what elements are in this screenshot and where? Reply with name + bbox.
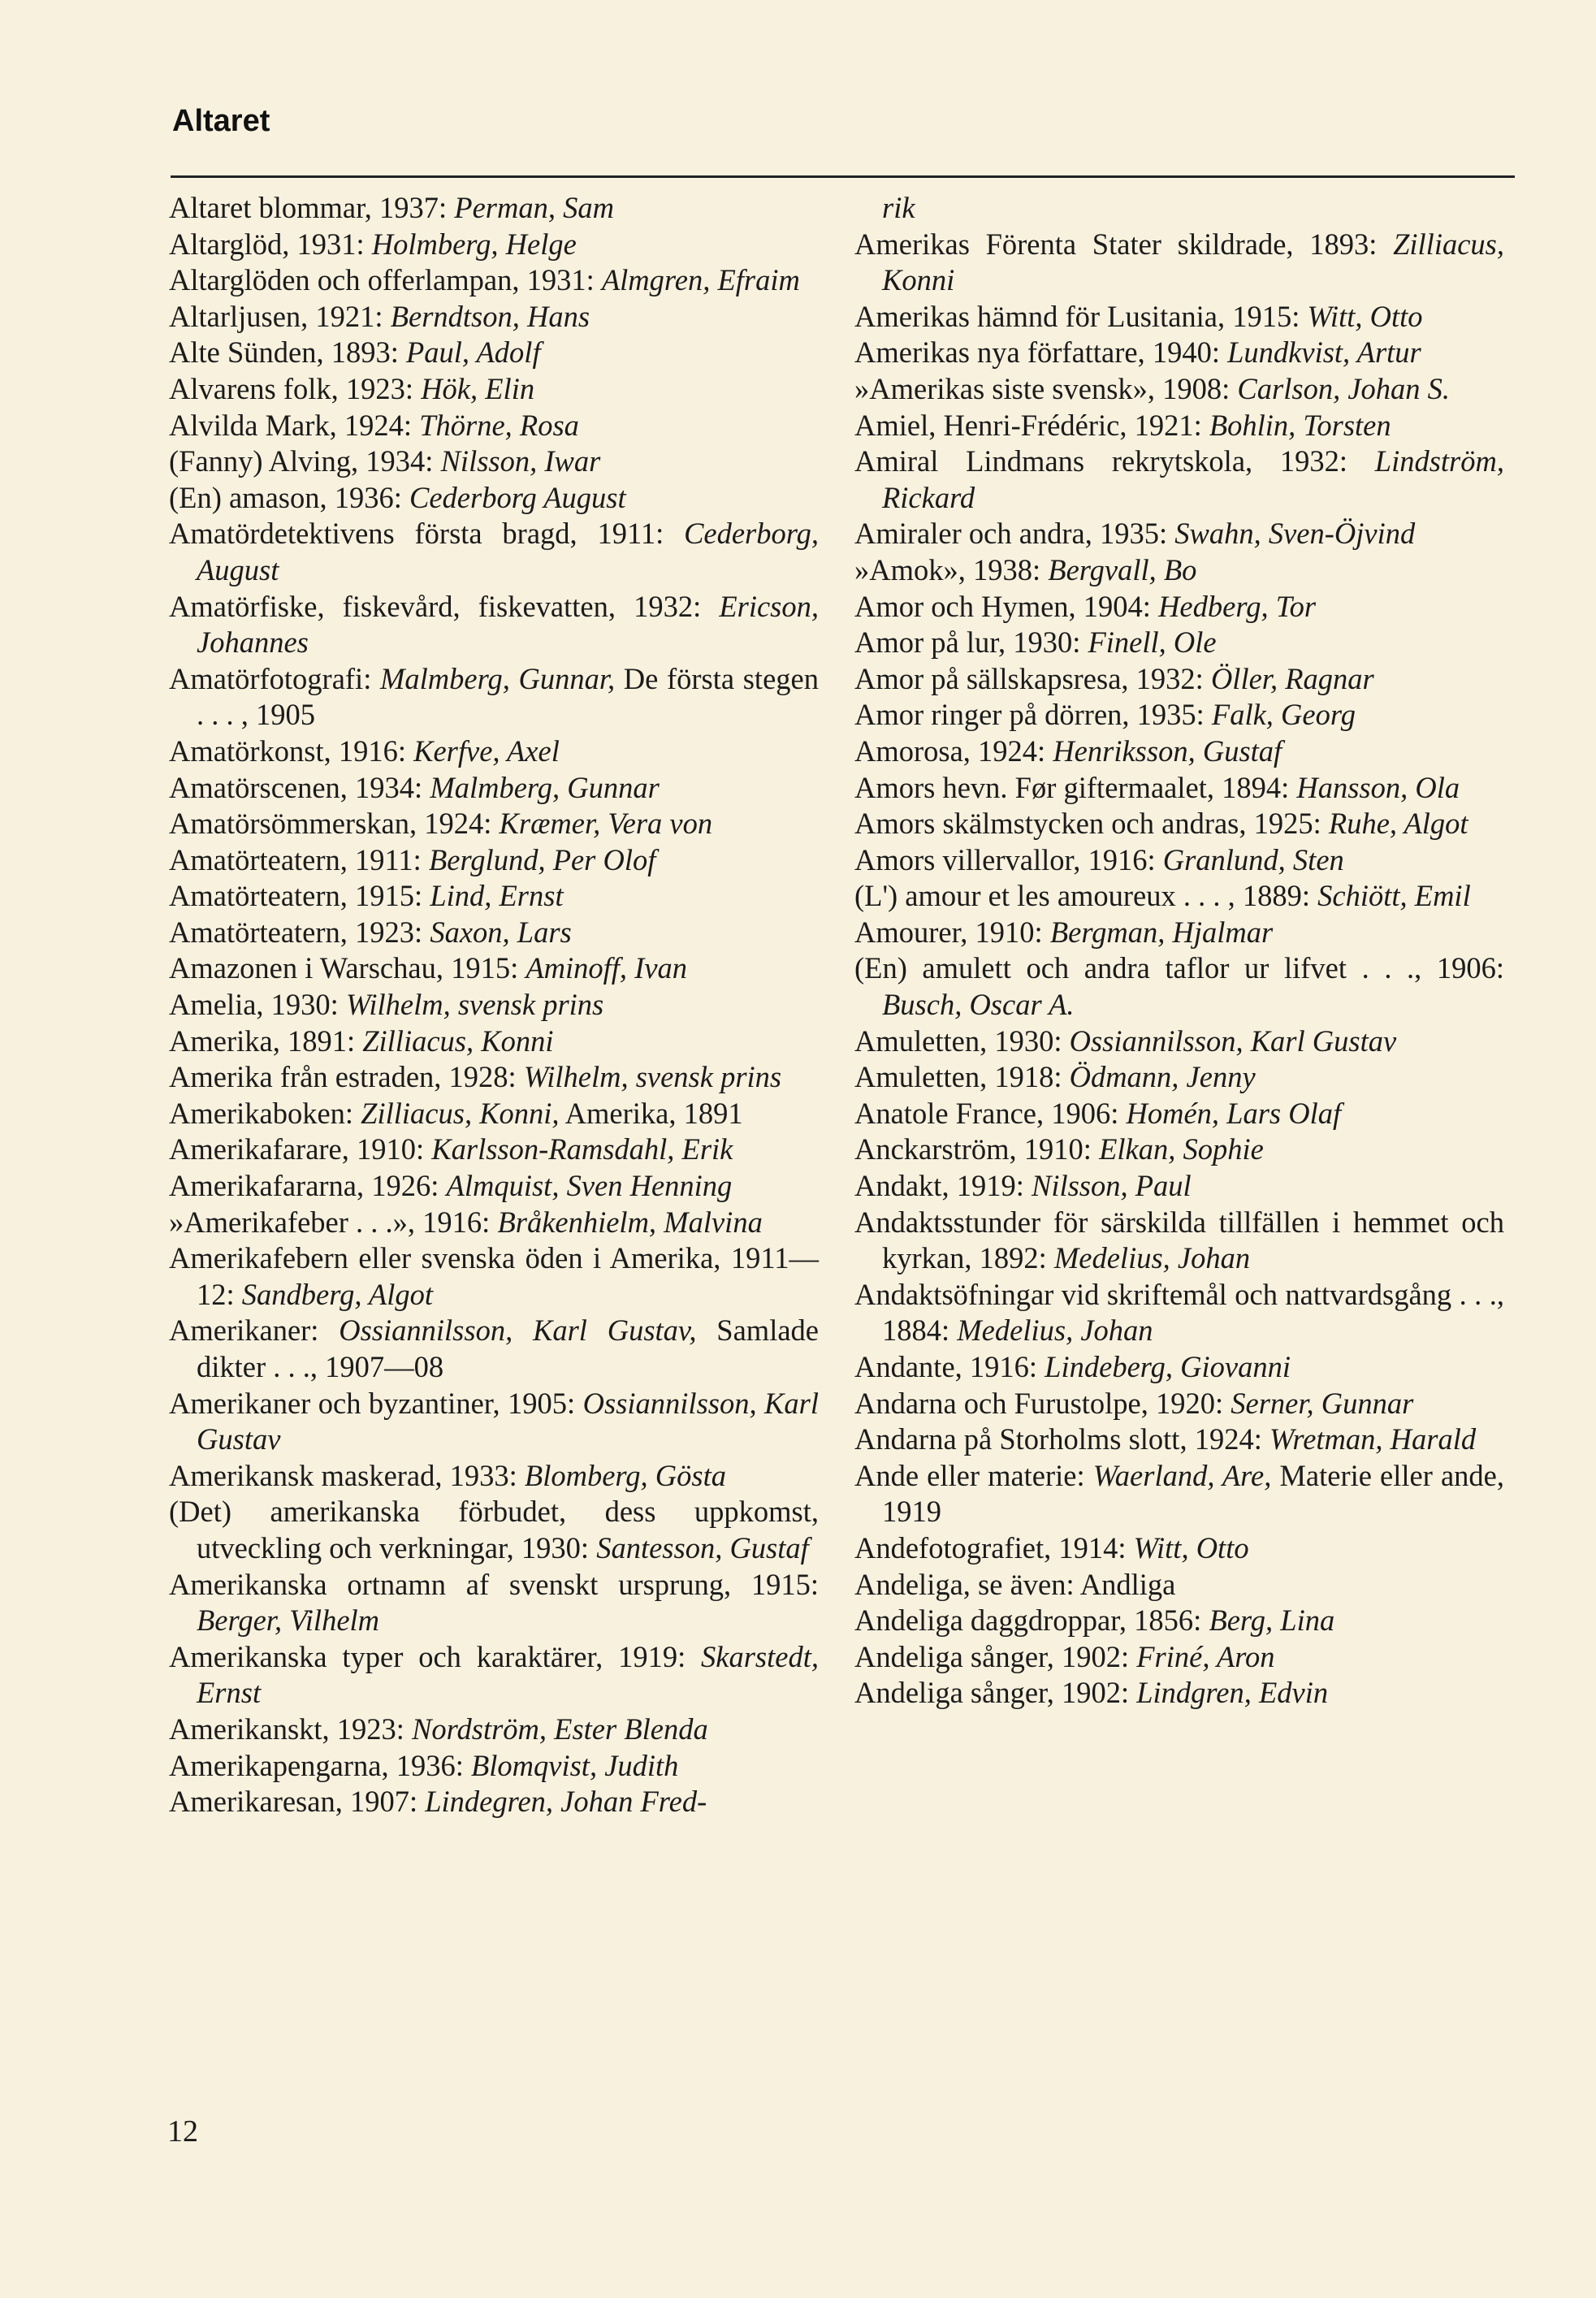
entry-author: Swahn, Sven-Öjvind bbox=[1174, 517, 1416, 551]
index-entry bbox=[854, 915, 1504, 951]
entry-author: Holmberg, Helge bbox=[371, 227, 577, 261]
entry-author: Malmberg, Gunnar bbox=[430, 770, 660, 804]
index-entry bbox=[854, 408, 1504, 444]
entry-author: Blomberg, Gösta bbox=[524, 1458, 726, 1492]
entry-author: Skarstedt, Ernst bbox=[197, 1639, 819, 1710]
header-rule bbox=[171, 175, 1515, 178]
index-entry bbox=[854, 299, 1504, 335]
entry-author: Malmberg, Gunnar, bbox=[379, 661, 616, 695]
entry-author: rik bbox=[882, 191, 915, 224]
index-entry bbox=[169, 227, 819, 263]
entry-author: Bråkenhielm, Malvina bbox=[497, 1205, 763, 1239]
entry-title: Andante, 1916: bbox=[854, 1350, 1045, 1383]
entry-author: Homén, Lars Olaf bbox=[1126, 1096, 1342, 1130]
index-entry bbox=[854, 1603, 1504, 1639]
entry-author: Wretman, Harald bbox=[1269, 1422, 1477, 1456]
index-entry bbox=[854, 1023, 1504, 1060]
entry-title: Amerikas hämnd för Lusitania, 1915: bbox=[854, 299, 1308, 333]
index-entry bbox=[854, 1639, 1504, 1676]
entry-author: Ossiannilsson, Karl Gustav, bbox=[339, 1313, 697, 1348]
index-entry bbox=[169, 1784, 819, 1820]
entry-author: Elkan, Sophie bbox=[1099, 1132, 1264, 1166]
entry-title: Amatörscenen, 1934: bbox=[169, 770, 430, 804]
index-entry bbox=[854, 842, 1504, 879]
entry-title: Andefotografiet, 1914: bbox=[854, 1530, 1134, 1564]
entry-suffix: Materie eller ande, 1919 bbox=[882, 1458, 1504, 1529]
entry-title: Amerikafararna, 1926: bbox=[169, 1169, 447, 1203]
entry-title: Amorosa, 1924: bbox=[854, 734, 1053, 768]
index-entry bbox=[169, 1096, 819, 1132]
entry-title: Alte Sünden, 1893: bbox=[169, 335, 406, 370]
entry-title: Andaktsöfningar vid skriftemål och nattvardsgång . . ., 1884: bbox=[854, 1277, 1504, 1348]
entry-author: Kræmer, Vera von bbox=[499, 807, 713, 841]
entry-author: Waerland, Are, bbox=[1092, 1458, 1272, 1492]
entry-title: Amatörfiske, fiskevård, fiskevatten, 1932: bbox=[169, 589, 720, 623]
index-entry bbox=[854, 1349, 1504, 1386]
index-entry bbox=[169, 950, 819, 987]
entry-title: Andakt, 1919: bbox=[854, 1169, 1032, 1203]
entry-author: Hök, Elin bbox=[421, 371, 535, 405]
entry-author: Zilliacus, Konni bbox=[362, 1023, 554, 1058]
entry-author: Zilliacus, Konni, bbox=[361, 1096, 560, 1130]
entry-title: Amor på lur, 1930: bbox=[854, 625, 1088, 660]
index-entry bbox=[854, 444, 1504, 516]
index-entry bbox=[854, 1277, 1504, 1349]
index-entry bbox=[854, 1675, 1504, 1712]
index-entry bbox=[854, 516, 1504, 552]
entry-author: Ruhe, Algot bbox=[1328, 807, 1468, 841]
index-entry bbox=[169, 661, 819, 734]
entry-author: Granlund, Sten bbox=[1162, 842, 1344, 876]
index-entry bbox=[169, 1240, 819, 1313]
index-entry bbox=[854, 1168, 1504, 1205]
entry-author: Karlsson-Ramsdahl, Erik bbox=[431, 1132, 733, 1166]
index-entry bbox=[169, 371, 819, 408]
entry-author: Ossiannilsson, Karl Gustav bbox=[197, 1386, 819, 1456]
entry-title: »Amerikafeber . . .», 1916: bbox=[169, 1205, 498, 1239]
entry-title: Altarljusen, 1921: bbox=[169, 299, 391, 333]
entry-title: »Amerikas siste svensk», 1908: bbox=[854, 371, 1238, 405]
page-number: 12 bbox=[167, 2114, 198, 2149]
index-entry bbox=[854, 734, 1504, 770]
entry-author: Lundkvist, Artur bbox=[1227, 335, 1421, 370]
entry-title: (Det) amerikanska förbudet, dess uppkomst, utveckling och verkningar, 1930: bbox=[169, 1495, 819, 1564]
entry-author: Cederborg August bbox=[409, 480, 626, 514]
entry-title: Amazonen i Warschau, 1915: bbox=[169, 951, 526, 985]
index-entry bbox=[169, 408, 819, 444]
entry-title: Andeliga, se även: Andliga bbox=[854, 1567, 1176, 1601]
left-column bbox=[169, 190, 819, 1820]
entry-author: Wilhelm, svensk prins bbox=[523, 1060, 782, 1094]
entry-title: Amuletten, 1930: bbox=[854, 1023, 1070, 1058]
running-head: Altaret bbox=[172, 104, 270, 138]
entry-title: Amerika från estraden, 1928: bbox=[169, 1060, 524, 1094]
index-entry bbox=[854, 1132, 1504, 1168]
entry-author: Perman, Sam bbox=[454, 191, 614, 224]
entry-title: Amelia, 1930: bbox=[169, 988, 346, 1022]
entry-author: Sandberg, Algot bbox=[241, 1277, 433, 1311]
entry-title: Amatördetektivens första bragd, 1911: bbox=[169, 517, 685, 551]
index-entry bbox=[169, 299, 819, 335]
entry-author: Medelius, Johan bbox=[957, 1313, 1153, 1348]
index-entry bbox=[169, 1567, 819, 1639]
index-entry bbox=[169, 589, 819, 661]
index-entry bbox=[854, 625, 1504, 661]
entry-author: Ericson, Johannes bbox=[197, 589, 819, 660]
entry-author: Lindeberg, Giovanni bbox=[1045, 1350, 1291, 1383]
entry-title: Amiel, Henri-Frédéric, 1921: bbox=[854, 408, 1209, 442]
entry-title: Amerikas nya författare, 1940: bbox=[854, 335, 1228, 370]
entry-title: Amor ringer på dörren, 1935: bbox=[854, 698, 1212, 732]
index-entry bbox=[854, 770, 1504, 807]
entry-title: Andeliga sånger, 1902: bbox=[854, 1639, 1137, 1673]
entry-title: Andeliga sånger, 1902: bbox=[854, 1676, 1137, 1710]
entry-author: Santesson, Gustaf bbox=[596, 1530, 809, 1564]
entry-author: Berglund, Per Olof bbox=[428, 842, 656, 876]
entry-author: Bohlin, Torsten bbox=[1209, 408, 1391, 442]
index-entry bbox=[169, 1132, 819, 1168]
index-entry bbox=[854, 589, 1504, 625]
entry-author: Lind, Ernst bbox=[430, 879, 564, 913]
index-entry bbox=[169, 1168, 819, 1205]
entry-author: Cederborg, August bbox=[197, 517, 819, 586]
right-column bbox=[854, 190, 1504, 1712]
entry-author: Witt, Otto bbox=[1307, 299, 1423, 333]
entry-title: Amerikaner och byzantiner, 1905: bbox=[169, 1386, 583, 1420]
entry-author: Almquist, Sven Henning bbox=[446, 1169, 733, 1203]
entry-title: Amerikas Förenta Stater skildrade, 1893: bbox=[854, 227, 1394, 261]
entry-author: Berg, Lina bbox=[1209, 1603, 1335, 1638]
entry-title: Amerikaner: bbox=[169, 1313, 340, 1348]
index-entry bbox=[169, 190, 819, 227]
index-entry bbox=[169, 335, 819, 371]
entry-title: Amatörteatern, 1911: bbox=[169, 842, 429, 876]
entry-title: Amor på sällskapsresa, 1932: bbox=[854, 661, 1211, 695]
index-entry bbox=[169, 1458, 819, 1495]
entry-author: Ödmann, Jenny bbox=[1069, 1060, 1256, 1094]
entry-author: Bergvall, Bo bbox=[1048, 552, 1197, 586]
entry-title: (L') amour et les amoureux . . . , 1889: bbox=[854, 879, 1318, 913]
index-entry bbox=[854, 1096, 1504, 1132]
entry-title: Amatörkonst, 1916: bbox=[169, 734, 414, 768]
index-entry bbox=[169, 915, 819, 951]
entry-author: Nordström, Ester Blenda bbox=[412, 1712, 708, 1746]
index-entry bbox=[169, 1494, 819, 1566]
entry-title: Alvarens folk, 1923: bbox=[169, 371, 422, 405]
entry-title: Amerikaresan, 1907: bbox=[169, 1785, 426, 1819]
entry-title: »Amok», 1938: bbox=[854, 552, 1049, 586]
entry-author: Lindström, Rickard bbox=[882, 444, 1504, 514]
entry-title: Amerikapengarna, 1936: bbox=[169, 1748, 471, 1782]
entry-author: Berndtson, Hans bbox=[390, 299, 590, 333]
entry-title: Amerikanska typer och karaktärer, 1919: bbox=[169, 1639, 702, 1673]
entry-author: Öller, Ragnar bbox=[1210, 661, 1374, 695]
entry-author: Lindegren, Johan Fred- bbox=[425, 1785, 707, 1819]
entry-author: Falk, Georg bbox=[1211, 698, 1356, 732]
entry-suffix: Amerika, 1891 bbox=[559, 1096, 743, 1130]
index-entry bbox=[854, 878, 1504, 915]
entry-author: Aminoff, Ivan bbox=[526, 951, 688, 985]
index-entry bbox=[854, 661, 1504, 698]
entry-title: Amor och Hymen, 1904: bbox=[854, 589, 1159, 623]
entry-author: Witt, Otto bbox=[1133, 1530, 1249, 1564]
entry-title: (Fanny) Alving, 1934: bbox=[169, 444, 441, 478]
entry-suffix: Samlade dikter . . ., 1907—08 bbox=[197, 1313, 819, 1383]
entry-title: Andarna på Storholms slott, 1924: bbox=[854, 1422, 1269, 1456]
entry-author: Wilhelm, svensk prins bbox=[345, 988, 604, 1022]
entry-title: Amerikanskt, 1923: bbox=[169, 1712, 413, 1746]
index-entry bbox=[854, 1567, 1504, 1603]
entry-author: Henriksson, Gustaf bbox=[1053, 734, 1282, 768]
index-entry bbox=[854, 552, 1504, 589]
entry-author: Nilsson, Paul bbox=[1031, 1169, 1192, 1203]
entry-author: Lindgren, Edvin bbox=[1136, 1676, 1329, 1710]
entry-author: Blomqvist, Judith bbox=[470, 1748, 679, 1782]
entry-title: (En) amason, 1936: bbox=[169, 480, 409, 514]
entry-author: Busch, Oscar A. bbox=[882, 988, 1075, 1022]
index-entry bbox=[169, 1712, 819, 1748]
entry-title: Amatörteatern, 1923: bbox=[169, 915, 430, 949]
index-entry bbox=[169, 1059, 819, 1096]
index-entry bbox=[854, 227, 1504, 299]
continuation-entry bbox=[854, 190, 1504, 227]
entry-title: Anatole France, 1906: bbox=[854, 1096, 1127, 1130]
entry-author: Thörne, Rosa bbox=[419, 408, 579, 442]
entry-author: Kerfve, Axel bbox=[413, 734, 560, 768]
entry-author: Saxon, Lars bbox=[430, 915, 572, 949]
entry-author: Medelius, Johan bbox=[1053, 1241, 1251, 1275]
index-entry bbox=[169, 1386, 819, 1458]
entry-title: Amors villervallor, 1916: bbox=[854, 842, 1163, 876]
index-entry bbox=[854, 1386, 1504, 1422]
index-entry bbox=[854, 1422, 1504, 1458]
entry-title: Amerikaboken: bbox=[169, 1096, 361, 1130]
entry-title: Altaret blommar, 1937: bbox=[169, 191, 455, 224]
entry-author: Finell, Ole bbox=[1088, 625, 1217, 660]
index-entry bbox=[854, 371, 1504, 408]
index-entry bbox=[854, 1458, 1504, 1530]
entry-author: Zilliacus, Konni bbox=[882, 227, 1504, 297]
index-entry bbox=[854, 950, 1504, 1023]
entry-title: Amerikafebern eller svenska öden i Amerika, 1911—12: bbox=[169, 1241, 819, 1311]
entry-title: Amors hevn. Før giftermaalet, 1894: bbox=[854, 770, 1297, 804]
entry-author: Nilsson, Iwar bbox=[440, 444, 601, 478]
entry-title: Amiraler och andra, 1935: bbox=[854, 517, 1175, 551]
index-entry bbox=[169, 1313, 819, 1385]
entry-author: Hedberg, Tor bbox=[1158, 589, 1317, 623]
index-entry bbox=[169, 1639, 819, 1712]
entry-title: Altarglöden och offerlampan, 1931: bbox=[169, 263, 602, 297]
entry-title: Anckarström, 1910: bbox=[854, 1132, 1100, 1166]
entry-title: Alvilda Mark, 1924: bbox=[169, 408, 420, 442]
entry-title: (En) amulett och andra taflor ur lifvet . . ., 1906: bbox=[854, 951, 1504, 985]
index-entry bbox=[854, 697, 1504, 734]
entry-author: Carlson, Johan S. bbox=[1237, 371, 1451, 405]
entry-author: Serner, Gunnar bbox=[1231, 1386, 1414, 1420]
index-entry bbox=[854, 1059, 1504, 1096]
index-entry bbox=[169, 1748, 819, 1785]
index-entry bbox=[854, 1530, 1504, 1567]
index-entry bbox=[169, 734, 819, 770]
entry-title: Amerika, 1891: bbox=[169, 1023, 363, 1058]
entry-title: Amourer, 1910: bbox=[854, 915, 1050, 949]
entry-title: Ande eller materie: bbox=[854, 1458, 1093, 1492]
entry-title: Andarna och Furustolpe, 1920: bbox=[854, 1386, 1231, 1420]
entry-title: Amerikansk maskerad, 1933: bbox=[169, 1458, 525, 1492]
entry-author: Hansson, Ola bbox=[1296, 770, 1460, 804]
entry-author: Paul, Adolf bbox=[405, 335, 541, 370]
entry-title: Amatörteatern, 1915: bbox=[169, 879, 430, 913]
index-entry bbox=[854, 335, 1504, 371]
index-entry bbox=[169, 1023, 819, 1060]
entry-title: Amiral Lindmans rekrytskola, 1932: bbox=[854, 444, 1375, 478]
entry-title: Altarglöd, 1931: bbox=[169, 227, 372, 261]
entry-title: Amatörsömmerskan, 1924: bbox=[169, 807, 500, 841]
index-entry bbox=[169, 444, 819, 480]
entry-title: Amerikanska ortnamn af svenskt ursprung, 1915: bbox=[169, 1567, 819, 1601]
entry-author: Almgren, Efraim bbox=[601, 263, 800, 297]
index-entry bbox=[169, 842, 819, 879]
entry-author: Friné, Aron bbox=[1136, 1639, 1275, 1673]
index-entry bbox=[169, 878, 819, 915]
entry-title: Amatörfotografi: bbox=[169, 661, 380, 695]
index-entry bbox=[169, 262, 819, 299]
index-entry bbox=[169, 480, 819, 517]
index-entry bbox=[854, 806, 1504, 842]
entry-title: Amors skälmstycken och andras, 1925: bbox=[854, 807, 1329, 841]
entry-title: Andaktsstunder för särskilda tillfällen i hemmet och kyrkan, 1892: bbox=[854, 1205, 1504, 1275]
entry-title: Amuletten, 1918: bbox=[854, 1060, 1070, 1094]
index-entry bbox=[169, 1205, 819, 1241]
entry-title: Andeliga daggdroppar, 1856: bbox=[854, 1603, 1209, 1638]
index-entry bbox=[169, 806, 819, 842]
index-entry bbox=[169, 516, 819, 588]
entry-title: Amerikafarare, 1910: bbox=[169, 1132, 432, 1166]
entry-author: Schiött, Emil bbox=[1317, 879, 1471, 913]
entry-suffix: De första stegen . . . , 1905 bbox=[197, 661, 819, 732]
entry-author: Berger, Vilhelm bbox=[197, 1603, 380, 1638]
index-entry bbox=[854, 1205, 1504, 1277]
entry-author: Bergman, Hjalmar bbox=[1049, 915, 1274, 949]
index-entry bbox=[169, 770, 819, 807]
entry-author: Ossiannilsson, Karl Gustav bbox=[1069, 1023, 1397, 1058]
index-entry bbox=[169, 987, 819, 1023]
